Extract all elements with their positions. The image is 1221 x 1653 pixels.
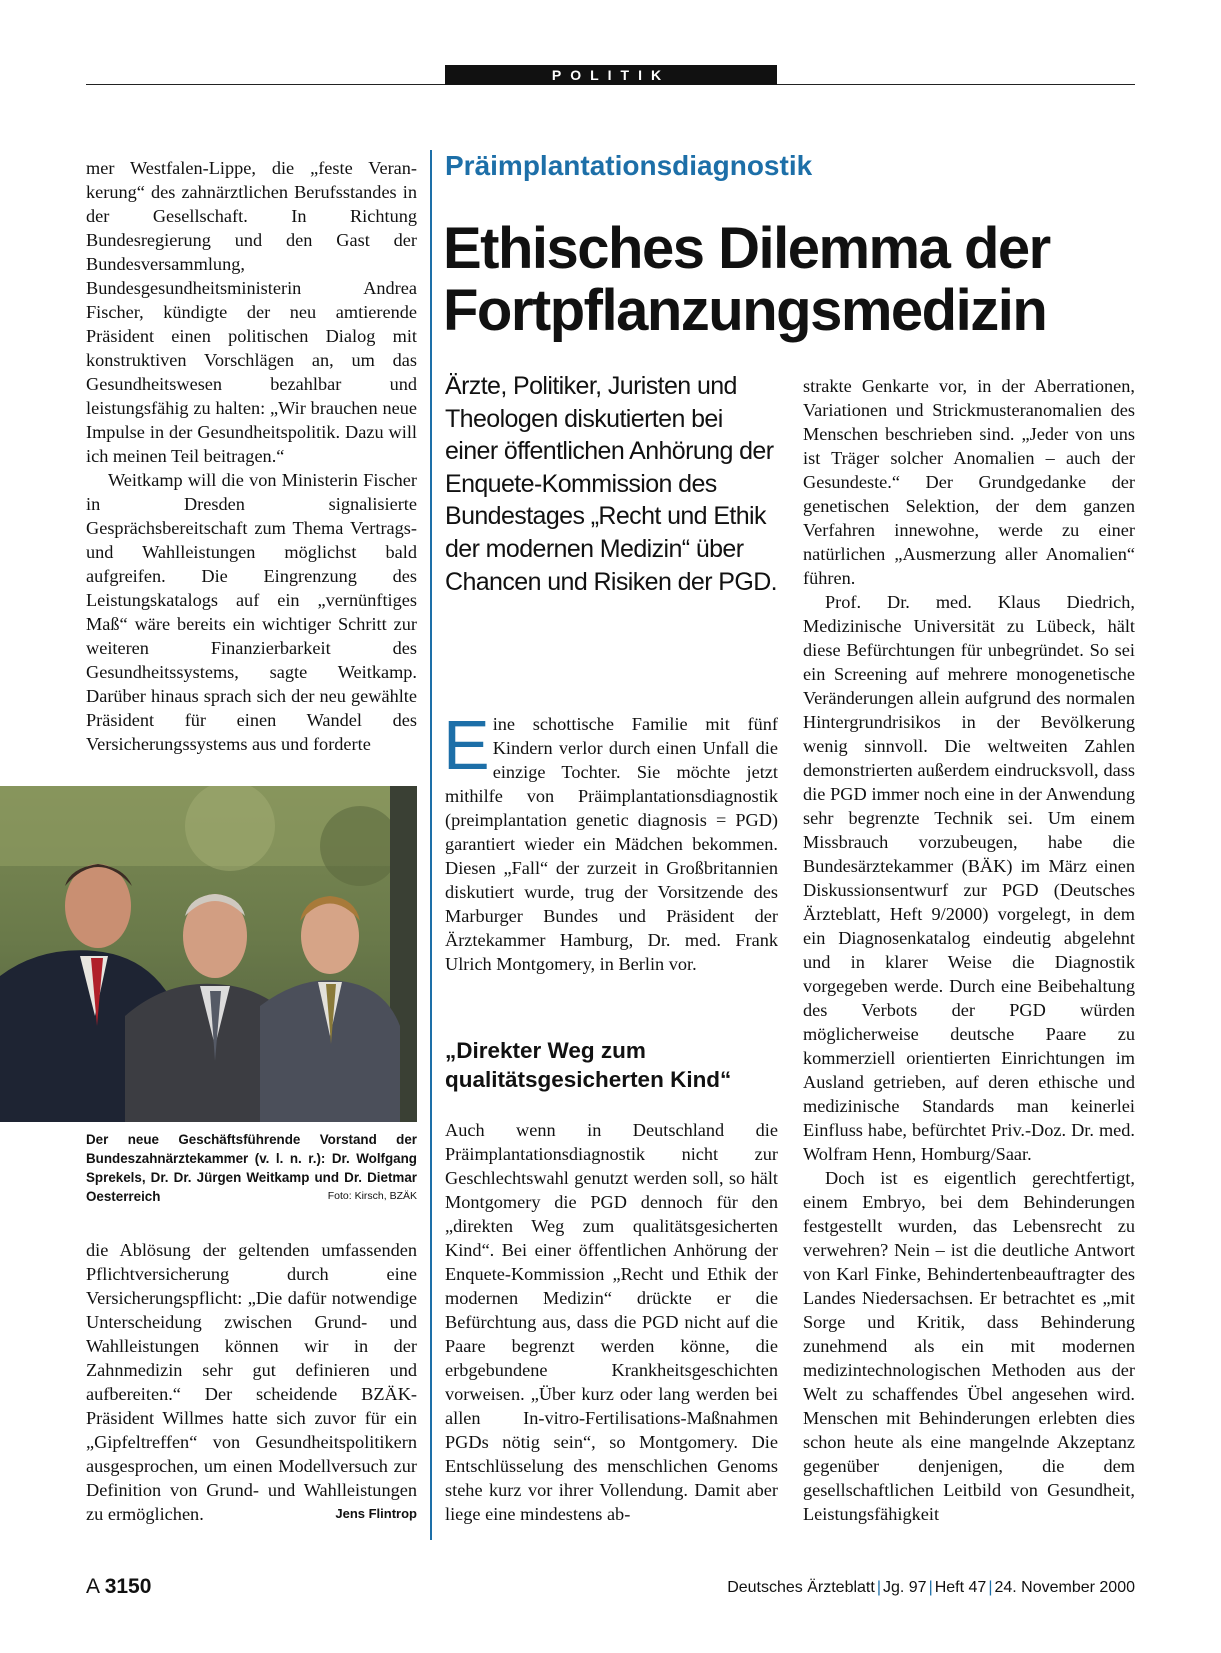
photo-credit: Foto: Kirsch, BZÄK — [327, 1190, 417, 1202]
journal-name: Deutsches Ärzteblatt — [727, 1579, 875, 1596]
column-1-bottom — [86, 1238, 417, 1526]
journal-date: 24. November 2000 — [994, 1579, 1135, 1596]
paragraph-text: die Ablösung der geltenden umfassenden Pflichtversicherung durch eine Versicherungspflicht: „Die dafür notwendige Unterscheidung zwischen Grund- und Wahlleistungen können wir in der Zahnmedizin sehr gut definieren und aufbereiten.“ Der scheidende BZÄK-Präsident Willmes hatte sich zuvor für ein „Gipfeltreffen“ von Gesundheitspolitikern ausgesprochen, um einen Modellversuch zur Definition von Grund- und Wahlleistungen zu ermöglichen. — [86, 1240, 417, 1524]
page-number — [86, 1575, 151, 1599]
page-number-value: 3150 — [104, 1575, 152, 1598]
journal-volume: Jg. 97 — [882, 1579, 927, 1596]
photo-caption — [86, 1130, 417, 1206]
photo-illustration — [0, 786, 417, 1122]
group-photo — [0, 786, 417, 1122]
author-byline: Jens Flintrop — [335, 1506, 417, 1521]
paragraph: Doch ist es eigentlich gerechtfertigt, einem Embryo, bei dem Behinderungen festgestellt wurden, das Lebensrecht zu verwehren? Nein – ist die deutliche Antwort von Karl Finke, Behindertenbeauftragter des Landes Niedersachsen. Er betrachtet es „mit Sorge und Kritik, dass Behinderung zunehmend als ein mit modernen medizintechnologischen Methoden aus der Welt zu schaffendes Übel angesehen wird. Menschen mit Behinderungen erlebten dies schon heute als eine mangelnde Akzeptanz gegenüber denjenigen, die dem gesellschaftlichen Leitbild von Gesundheit, Leistungsfähigkeit — [803, 1168, 1135, 1524]
column-2-intro — [443, 706, 778, 976]
column-3 — [803, 374, 1135, 1526]
caption-text: Der neue Geschäftsführende Vorstand der Bundeszahnärztekammer (v. l. n. r.): Dr. Wolfgang Sprekels, Dr. Dr. Jürgen Weitkamp und Dr. Dietmar Oesterreich — [86, 1132, 417, 1204]
drop-cap: E — [443, 706, 490, 784]
paragraph: strakte Genkarte vor, in der Aberrationen, Variationen und Strickmusteranomalien des Menschen beschrieben sind. „Jeder von uns ist Träger solcher Anomalien – auch der Gesundeste.“ Der Grundgedanke der genetischen Selektion, der dem ganzen Verfahren innewohne, werde zu einer natürlichen „Ausmerzung aller Anomalien“ führen. — [803, 376, 1135, 588]
article-headline — [443, 218, 1143, 342]
article-lead: Ärzte, Politiker, Juristen und Theologen diskutierten bei einer öffentlichen Anhörung der Enquete-Kommission des Bundestages „Recht und Ethik der modernen Medizin“ über Chancen und Risiken der PGD. — [445, 372, 777, 596]
paragraph: Weitkamp will die von Ministerin Fischer in Dresden signalisierte Gesprächsbereitschaft zum Thema Vertrags- und Wahlleistungen möglichst bald aufgreifen. Die Eingrenzung des Leistungskatalogs auf ein „vernünftiges Maß“ wäre bereits ein wichtiger Schritt zur weiteren Finanzierbarkeit des Gesundheitssystems, sagte Weitkamp. Darüber hinaus sprach sich der neu gewählte Präsident für einen Wandel des Versicherungssystems aus und forderte — [86, 470, 417, 754]
column-divider — [430, 150, 432, 1540]
article-subhead: „Direkter Weg zum qualitätsgesicherten Kind“ — [445, 1038, 732, 1092]
paragraph — [86, 1238, 417, 1526]
article-kicker: Präimplantationsdiagnostik — [445, 150, 813, 181]
section-label: POLITIK — [445, 65, 777, 85]
paragraph: mer Westfalen-Lippe, die „feste Veran-kerung“ des zahnärztlichen Berufsstandes in der Gesellschaft. In Richtung Bundesregierung und den Gast der Bundesversammlung, Bundesgesundheitsministerin Andrea Fischer, kündigte der neu amtierende Präsident einen politischen Dialog mit konstruktiven Vorschlägen an, um das Gesundheitswesen bezahlbar und leistungsfähig zu halten: „Wir brauchen neue Impulse in der Gesundheitspolitik. Dazu will ich meinen Teil beitragen.“ — [86, 158, 417, 466]
journal-issue: Heft 47 — [934, 1579, 987, 1596]
paragraph: ine schottische Familie mit fünf Kindern verlor durch einen Unfall die einzige Tochter. Sie möchte jetzt mithilfe von Präimplantationsdiagnostik (preimplantation genetic diagnosis = PGD) garantiert wieder ein Mädchen bekommen. Diesen „Fall“ der zurzeit in Großbritannien diskutiert wurde, trug der Vorsitzende des Marburger Bundes und Präsident der Ärztekammer Hamburg, Dr. med. Frank Ulrich Montgomery, in Berlin vor. — [445, 714, 778, 974]
headline-line: Ethisches Dilemma der — [443, 216, 1050, 281]
column-2-body — [445, 1118, 778, 1526]
headline-line: Fortpflanzungsmedizin — [443, 278, 1047, 343]
page-prefix: A — [86, 1575, 99, 1598]
column-1-top — [86, 156, 417, 756]
paragraph: Auch wenn in Deutschland die Präimplantationsdiagnostik nicht zur Geschlechtswahl genutzt werden soll, so hält Montgomery die PGD dennoch für den „direkten Weg zum qualitätsgesicherten Kind“. Bei einer öffentlichen Anhörung der Enquete-Kommission „Recht und Ethik der modernen Medizin“ drückte er die Befürchtung aus, dass die PGD nicht auf die Paare begrenzt werden könne, die erbgebundene Krankheitsgeschichten vorweisen. „Über kurz oder lang werden bei allen In-vitro-Fertilisations-Maßnahmen PGDs nötig sein“, so Montgomery. Die Entschlüsselung des menschlichen Genoms stehe kurz vor ihrer Vollendung. Damit aber liege eine mindestens ab- — [445, 1120, 778, 1524]
paragraph: Prof. Dr. med. Klaus Diedrich, Medizinische Universität zu Lübeck, hält diese Befürchtungen für unbegründet. So sei ein Screening auf mehrere monogenetische Veränderungen allein aufgrund des normalen Hintergrundrisikos in der Bevölkerung wenig sinnvoll. Die weltweiten Zahlen demonstrierten außerdem eindrucksvoll, dass die PGD immer noch eine in der Anwendung sehr begrenzte Technik sei. Um einem Missbrauch vorzubeugen, habe die Bundesärztekammer (BÄK) im März einen Diskussionsentwurf zur PGD (Deutsches Ärzteblatt, Heft 9/2000) vorgelegt, in dem ein Diagnosenkatalog eindeutig abgelehnt und in klarer Weise die Diagnostik vorgegeben werde. Durch eine Beibehaltung des Verbots der PGD würden möglicherweise deutsche Paare zu kommerziell orientierten Einrichtungen im Ausland getrieben, auf deren ethische und medizinische Standards man keinerlei Einfluss habe, befürchtet Priv.-Doz. Dr. med. Wolfram Henn, Homburg/Saar. — [803, 592, 1135, 1164]
journal-footer: Deutsches Ärzteblatt | Jg. 97 | Heft 47 | 24. November 2000 — [727, 1579, 1135, 1596]
